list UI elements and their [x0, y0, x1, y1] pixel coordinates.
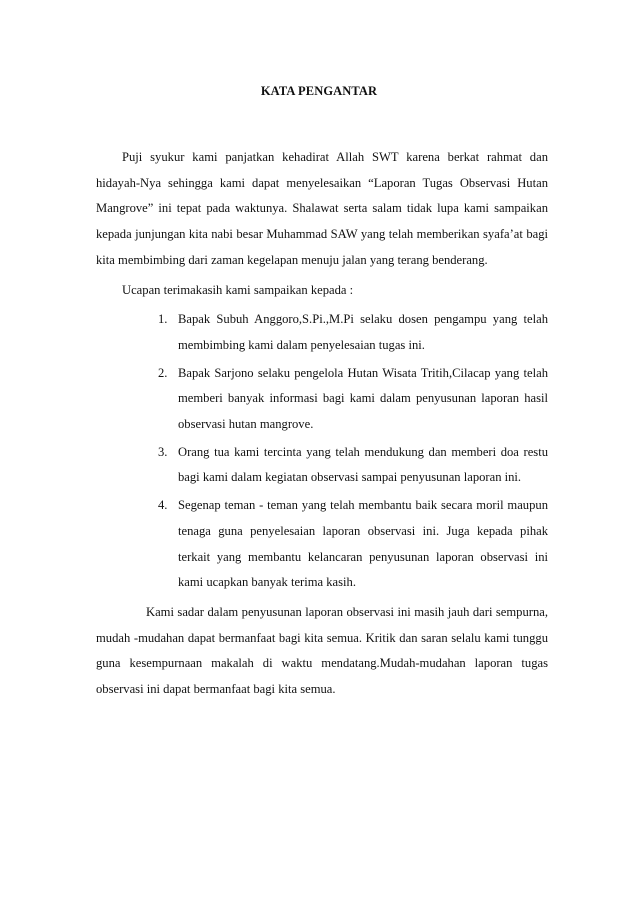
list-item-number: 1.: [158, 312, 168, 327]
list-item-text: Segenap teman - teman yang telah membantu baik secara moril maupun tenaga guna penyelesaian laporan observasi ini. Juga kepada pihak terkait yang membantu kelancaran penyusunan laporan observasi ini kami ucapkan banyak terima kasih.: [178, 498, 548, 590]
list-item: [96, 493, 548, 596]
document-body: [96, 145, 548, 703]
intro-paragraph: Puji syukur kami panjatkan kehadirat Allah SWT karena berkat rahmat dan hidayah-Nya sehingga kami dapat menyelesaikan “Laporan Tugas Observasi Hutan Mangrove” ini tepat pada waktunya. Shalawat serta salam tidak lupa kami sampaikan kepada junjungan kita nabi besar Muhammad SAW yang telah memberikan syafa’at bagi kita membimbing dari zaman kegelapan menuju jalan yang terang benderang.: [96, 150, 548, 267]
thanks-intro: Ucapan terimakasih kami sampaikan kepada :: [122, 282, 354, 297]
list-item-text: Bapak Sarjono selaku pengelola Hutan Wisata Tritih,Cilacap yang telah memberi banyak informasi bagi kami dalam penyusunan laporan hasil observasi hutan mangrove.: [178, 365, 548, 432]
list-item: [96, 440, 548, 491]
list-item: [96, 361, 548, 438]
list-item: [96, 307, 548, 358]
list-item-text: Orang tua kami tercinta yang telah mendukung dan memberi doa restu bagi kami dalam kegiatan observasi sampai penyusunan laporan ini.: [178, 444, 548, 485]
list-item-number: 4.: [158, 498, 168, 513]
closing-paragraph: Kami sadar dalam penyusunan laporan observasi ini masih jauh dari sempurna, mudah -mudahan dapat bermanfaat bagi kita semua. Kritik dan saran selalu kami tunggu guna kesempurnaan makalah di waktu mendatang.Mudah-mudahan laporan tugas observasi ini dapat bermanfaat bagi kita semua.: [96, 604, 548, 697]
list-item-text: Bapak Subuh Anggoro,S.Pi.,M.Pi selaku dosen pengampu yang telah membimbing kami dalam penyelesaian tugas ini.: [178, 312, 548, 352]
list-item-number: 3.: [158, 444, 168, 459]
list-item-number: 2.: [158, 365, 168, 380]
page-title: KATA PENGANTAR: [260, 84, 378, 98]
thanks-list: [96, 307, 548, 596]
